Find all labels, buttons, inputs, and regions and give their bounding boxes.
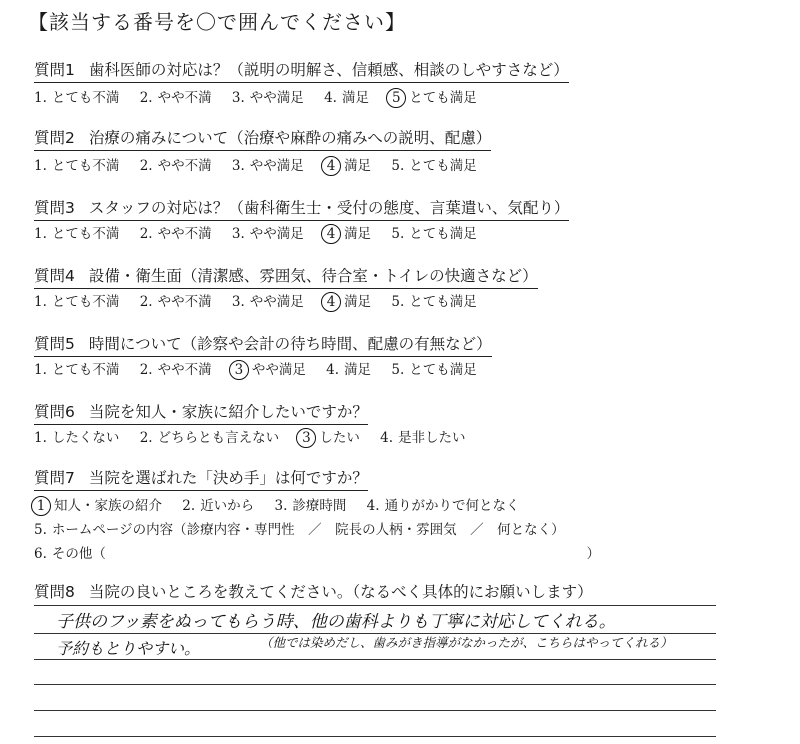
options-row-1 xyxy=(34,494,536,516)
option-3[interactable]: 3. やや満足 xyxy=(231,158,304,174)
option-3-selected[interactable]: 3 やや満足 xyxy=(232,358,306,380)
option-2[interactable]: 2. やや不満 xyxy=(139,226,212,242)
question-title xyxy=(34,264,538,289)
question-text: 当院の良いところを教えてください。（なるべく具体的にお願いします） xyxy=(88,583,593,601)
question-title xyxy=(34,58,569,83)
question-title xyxy=(34,126,491,151)
handwritten-answer-line-1: 子供のフッ素をぬってもらう時、他の歯科よりも丁寧に対応してくれる。 xyxy=(56,612,616,632)
option-2[interactable]: 2. やや不満 xyxy=(139,158,212,174)
option-4[interactable]: 4. 通りがかりで何となく xyxy=(366,498,520,514)
handwritten-answer-note: （他では染めだし、歯みがき指導がなかったが、こちらはやってくれる） xyxy=(260,635,673,650)
option-3-selected[interactable]: 3 したい xyxy=(299,426,360,448)
question-number: 質問8 xyxy=(34,583,75,601)
option-1[interactable]: 1. したくない xyxy=(34,430,120,446)
option-5[interactable]: 5. とても満足 xyxy=(391,158,477,174)
options xyxy=(34,290,493,312)
question-text: 当院を知人・家族に紹介したいですか？ xyxy=(88,403,368,421)
answer-line-5 xyxy=(34,710,716,711)
question-title xyxy=(34,196,569,221)
option-2[interactable]: 2. どちらとも言えない xyxy=(139,430,280,446)
question-number: 質問4 xyxy=(34,267,75,285)
option-1[interactable]: 1. とても不満 xyxy=(34,294,120,310)
option-5[interactable]: 5. とても満足 xyxy=(391,226,477,242)
option-4[interactable]: 4. 満足 xyxy=(324,90,369,106)
option-2[interactable]: 2. やや不満 xyxy=(139,294,212,310)
question-number: 質問6 xyxy=(34,403,75,421)
option-6-other[interactable]: 6. その他（ xyxy=(34,546,106,562)
option-5-selected[interactable]: 5 とても満足 xyxy=(389,86,477,108)
option-1[interactable]: 1. とても不満 xyxy=(34,158,120,174)
handwritten-answer-line-2: 予約もとりやすい。 xyxy=(56,639,201,658)
question-number: 質問5 xyxy=(34,335,75,353)
option-4-selected[interactable]: 4 満足 xyxy=(324,290,371,312)
question-title xyxy=(34,466,368,491)
option-1[interactable]: 1. とても不満 xyxy=(34,362,120,378)
instruction-header: 【該当する番号を〇で囲んでください】 xyxy=(28,10,406,34)
option-3[interactable]: 3. やや満足 xyxy=(231,226,304,242)
option-2[interactable]: 2. やや不満 xyxy=(139,90,212,106)
question-text: スタッフの対応は？（歯科衛生士・受付の態度、言葉遣い、気配り） xyxy=(88,199,570,217)
option-1-selected[interactable]: 1 知人・家族の紹介 xyxy=(34,494,162,516)
option-4[interactable]: 4. 是非したい xyxy=(380,430,466,446)
options xyxy=(34,86,493,108)
options-row-3 xyxy=(34,542,600,562)
question-text: 歯科医師の対応は？（説明の明解さ、信頼感、相談のしやすさなど） xyxy=(88,61,569,79)
question-number: 質問1 xyxy=(34,61,75,79)
question-text: 時間について（診察や会計の待ち時間、配慮の有無など） xyxy=(88,335,492,353)
other-close-paren: ） xyxy=(586,546,600,562)
option-3[interactable]: 3. やや満足 xyxy=(231,294,304,310)
options xyxy=(34,426,482,448)
question-text: 当院を選ばれた「決め手」は何ですか？ xyxy=(88,469,368,487)
option-3[interactable]: 3. 診療時間 xyxy=(274,498,347,514)
question-title xyxy=(34,332,492,357)
option-4-selected[interactable]: 4 満足 xyxy=(324,154,371,176)
answer-line-6 xyxy=(34,736,716,737)
question-text: 設備・衛生面（清潔感、雰囲気、待合室・トイレの快適さなど） xyxy=(88,267,538,285)
question-text: 治療の痛みについて（治療や麻酔の痛みへの説明、配慮） xyxy=(88,129,492,147)
option-5[interactable]: 5. とても満足 xyxy=(391,362,477,378)
option-2[interactable]: 2. やや不満 xyxy=(139,362,212,378)
options xyxy=(34,222,493,244)
option-5[interactable]: 5. ホームページの内容（診療内容・専門性 ／ 院長の人柄・雰囲気 ／ 何となく） xyxy=(34,522,565,538)
question-title xyxy=(34,580,593,604)
answer-line-4 xyxy=(34,684,716,685)
options-row-2 xyxy=(34,518,581,538)
option-4[interactable]: 4. 満足 xyxy=(326,362,372,378)
option-1[interactable]: 1. とても不満 xyxy=(34,226,120,242)
question-number: 質問2 xyxy=(34,129,75,147)
option-2[interactable]: 2. 近いから xyxy=(182,498,255,514)
options xyxy=(34,358,493,380)
options xyxy=(34,154,493,176)
option-1[interactable]: 1. とても不満 xyxy=(34,90,120,106)
question-number: 質問7 xyxy=(34,469,75,487)
option-5[interactable]: 5. とても満足 xyxy=(391,294,477,310)
question-title xyxy=(34,400,368,425)
question-number: 質問3 xyxy=(34,199,75,217)
answer-line-3 xyxy=(34,659,716,660)
answer-line-1 xyxy=(34,605,716,606)
option-3[interactable]: 3. やや満足 xyxy=(231,90,304,106)
option-4-selected[interactable]: 4 満足 xyxy=(324,222,371,244)
